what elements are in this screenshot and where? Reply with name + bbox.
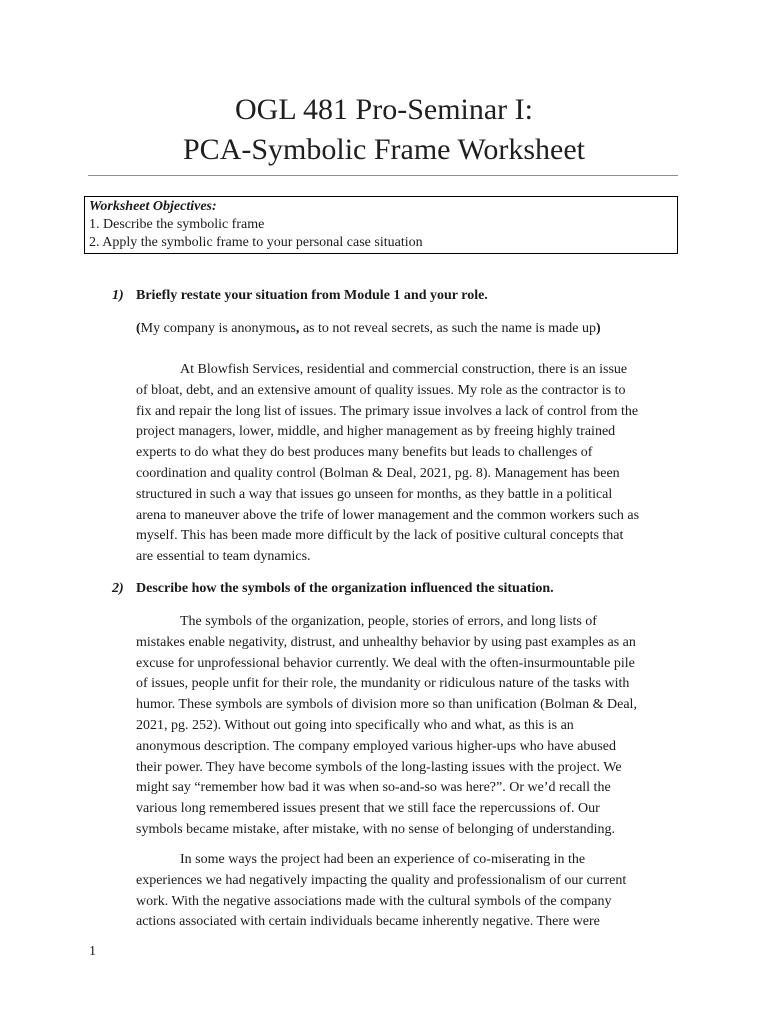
paragraph-line: The symbols of the organization, people, stories of errors, and long lists of (180, 614, 597, 629)
paragraph-line: might say “remember how bad it was when so-and-so was here?”. Or we’d recall the (136, 780, 611, 796)
title-line-2: PCA-Symbolic Frame Worksheet (183, 133, 585, 166)
note-rest: as to not reveal secrets, as such the name is made up (299, 321, 596, 336)
note-text: My company is anonymous (140, 321, 296, 336)
paragraph-line: fix and repair the long list of issues. The primary issue involves a lack of control from the (136, 403, 639, 419)
title-line-1: OGL 481 Pro-Seminar I: (234, 93, 533, 126)
question-2 (112, 581, 554, 597)
paragraph-line: In some ways the project had been an experience of co-miserating in the (180, 852, 586, 867)
paragraph-line: coordination and quality control (Bolman & Deal, 2021, pg. 8). Management has been (136, 465, 620, 481)
paragraph-line: of bloat, debt, and an extensive amount of quality issues. My role as the contractor is to (136, 382, 626, 398)
question-1 (112, 288, 488, 304)
question-number: 1) (112, 288, 124, 303)
paragraph-line: various long remembered issues present that we still face the repercussions of. Our (136, 801, 600, 817)
paragraph-line: humor. These symbols are symbols of division more so than unification (Bolman & Deal, (136, 697, 637, 713)
paragraph-line: experts to do what they do best produces many benefits but leads to challenges of (136, 445, 593, 461)
paragraph-line: mistakes enable negativity, distrust, and unhealthy behavior by using past examples as an (136, 634, 636, 650)
paragraph-line: work. With the negative associations made with the cultural symbols of the company (136, 893, 612, 909)
question-text: Describe how the symbols of the organization influenced the situation. (136, 581, 554, 596)
paragraph-line: their power. They have become symbols of the long-lasting issues with the project. We (136, 759, 622, 775)
paragraph-line: of issues, people unfit for their role, the mundanity or ridiculous nature of the tasks with (136, 676, 630, 692)
paragraph-line: arena to maneuver above the trife of lower management and the common workers such as (136, 507, 640, 523)
anonymity-note (136, 321, 601, 337)
question-number: 2) (112, 581, 124, 596)
objectives-box (84, 196, 678, 254)
paragraph-symbols (136, 612, 684, 841)
paragraph-situation (136, 360, 684, 568)
paragraph-line: At Blowfish Services, residential and commercial construction, there is an issue (180, 362, 628, 377)
note-comma: , (295, 321, 300, 336)
question-text: Briefly restate your situation from Module 1 and your role. (136, 288, 488, 303)
paragraph-line: structured in such a way that issues go unseen for months, as they battle in a political (136, 486, 613, 502)
page-number: 1 (89, 944, 96, 959)
paragraph-line: myself. This has been made more difficult by the lack of positive cultural concepts that (136, 528, 624, 544)
paragraph-line: project managers, lower, middle, and higher management as by freeing highly trained (136, 424, 616, 440)
objective-item: 2. Apply the symbolic frame to your personal case situation (89, 235, 423, 250)
document-title (0, 90, 768, 170)
objectives-heading: Worksheet Objectives: (89, 199, 217, 214)
paragraph-line: excuse for unprofessional behavior currently. We deal with the often-insurmountable pile (136, 655, 635, 671)
objective-item: 1. Describe the symbolic frame (89, 217, 265, 232)
note-close-paren: ) (595, 321, 601, 336)
paragraph-line: anonymous description. The company employed various higher-ups who have abused (136, 738, 617, 754)
paragraph-line: symbols became mistake, after mistake, with no sense of belonging of understanding. (136, 821, 616, 837)
paragraph-line: actions associated with certain individuals became inherently negative. There were (136, 914, 600, 930)
title-divider (88, 175, 678, 176)
paragraph-line: 2021, pg. 252). Without out going into specifically who and what, as this is an (136, 717, 574, 733)
note-open-paren: ( (136, 321, 141, 336)
paragraph-line: are essential to team dynamics. (136, 549, 311, 565)
paragraph-commiserating (136, 850, 684, 933)
paragraph-line: experiences we had negatively impacting the quality and professionalism of our current (136, 872, 627, 888)
